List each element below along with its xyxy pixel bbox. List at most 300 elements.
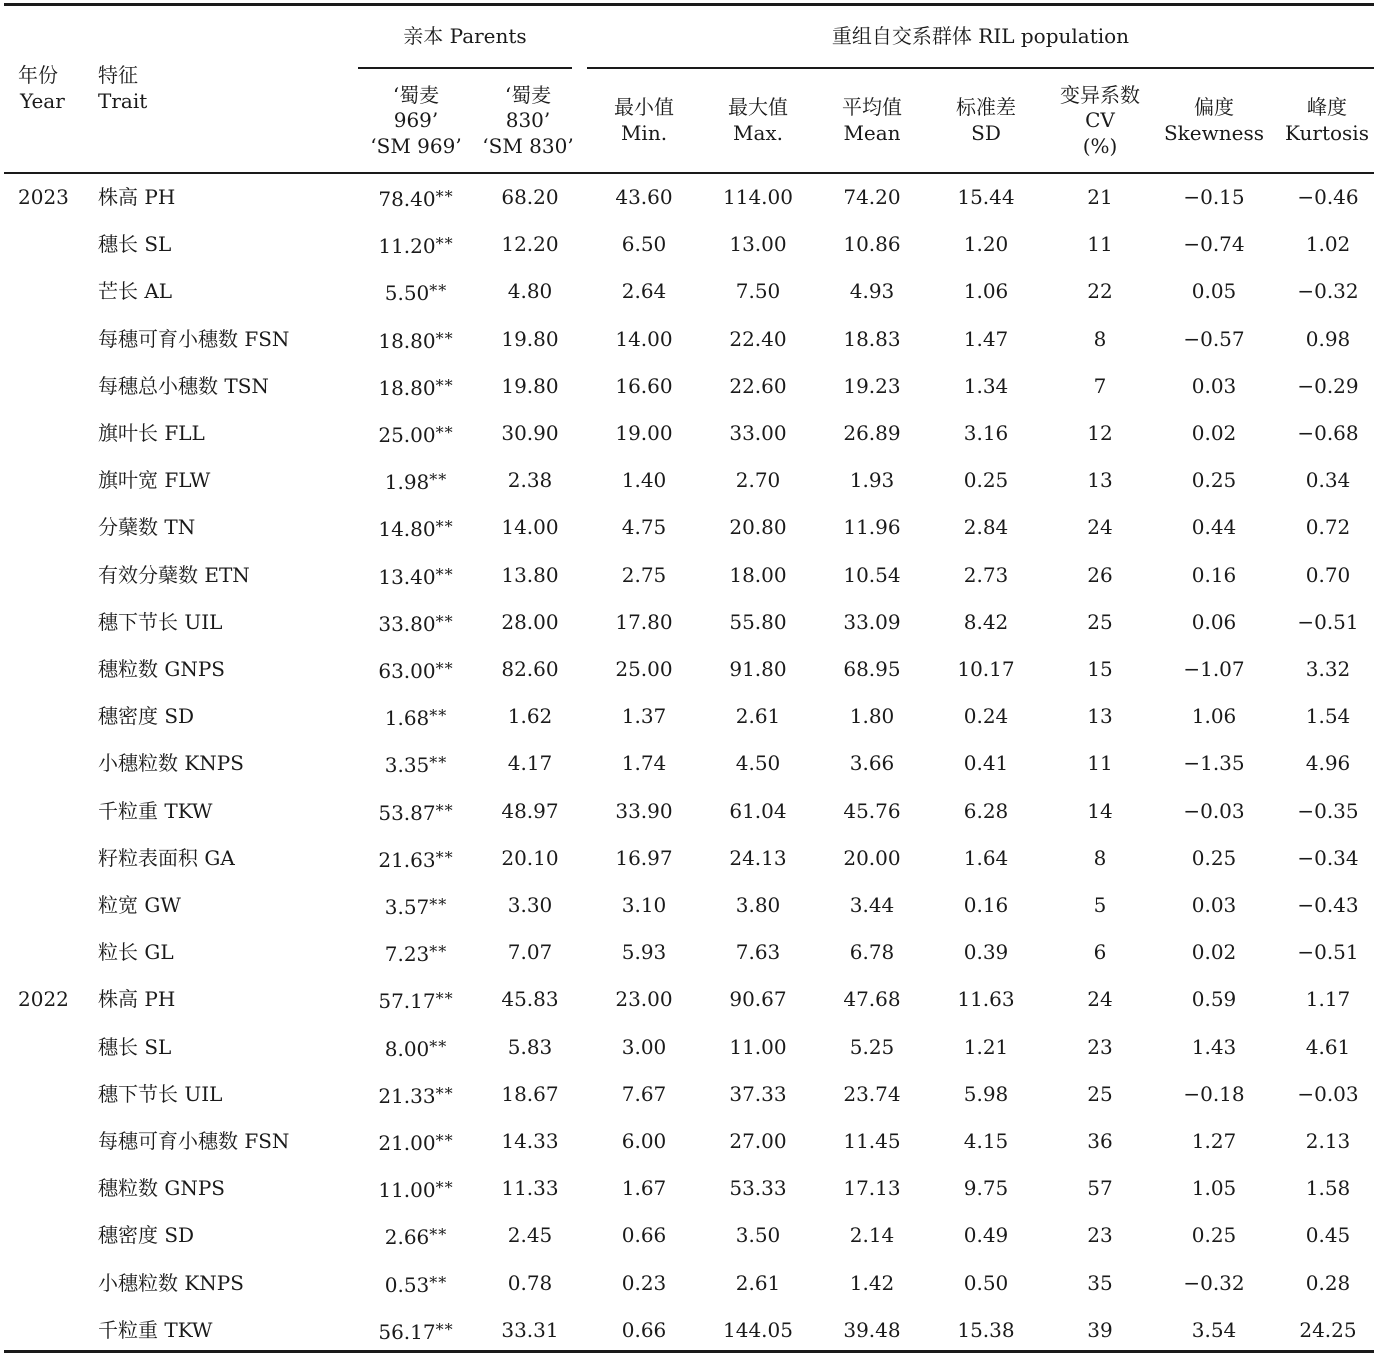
kurtosis-cell bbox=[1278, 232, 1377, 256]
trait-cell-value: 穗下节长 UIL bbox=[98, 609, 223, 634]
parent1-cell-value: 18.80 bbox=[378, 375, 436, 400]
min-header-en: Min. bbox=[620, 121, 668, 145]
trait-cell-value: 芒长 AL bbox=[98, 279, 173, 304]
table-row bbox=[0, 362, 1377, 409]
max-cell bbox=[708, 610, 808, 634]
parent2-cell-value: 68.20 bbox=[501, 185, 559, 209]
parent1-cell bbox=[356, 846, 476, 872]
parent2-cell bbox=[470, 610, 590, 634]
significance-mark: ** bbox=[435, 611, 454, 631]
max-cell-value: 22.40 bbox=[729, 326, 787, 351]
trait-cell bbox=[98, 279, 348, 303]
trait-cell-value: 穗粒数 GNPS bbox=[98, 657, 225, 681]
max-header-en: Max. bbox=[732, 121, 784, 145]
parent2-cell-value: 19.80 bbox=[501, 373, 559, 398]
kurtosis-header-en: Kurtosis bbox=[1285, 121, 1369, 145]
parent2-cell-value: 20.10 bbox=[501, 845, 559, 870]
table-row bbox=[0, 1259, 1377, 1306]
min-cell-value: 19.00 bbox=[615, 421, 673, 445]
parent2-cell bbox=[470, 421, 590, 445]
cv-cell bbox=[1050, 232, 1150, 256]
skewness-cell bbox=[1164, 704, 1264, 728]
parent2-cell bbox=[470, 374, 590, 398]
mean-cell-value: 4.93 bbox=[849, 279, 895, 304]
parent1-cell bbox=[356, 893, 476, 919]
max-cell bbox=[708, 468, 808, 492]
kurtosis-cell bbox=[1278, 327, 1377, 351]
max-cell bbox=[708, 657, 808, 681]
skewness-cell-value: 1.27 bbox=[1191, 1129, 1237, 1153]
min-cell bbox=[594, 421, 694, 445]
parent2-cell bbox=[470, 232, 590, 256]
p2-header-line3: ‘SM 830’ bbox=[482, 134, 574, 158]
parent2-cell bbox=[470, 1035, 590, 1059]
table-row bbox=[0, 1023, 1377, 1070]
min-cell-value: 3.10 bbox=[621, 893, 667, 917]
cv-cell-value: 12 bbox=[1087, 421, 1113, 445]
parent1-cell bbox=[356, 1318, 476, 1344]
significance-mark: ** bbox=[429, 470, 448, 490]
min-cell-value: 14.00 bbox=[615, 326, 673, 351]
sd-cell-value: 1.06 bbox=[963, 279, 1009, 304]
max-cell-value: 55.80 bbox=[729, 609, 787, 634]
sd-cell-value: 9.75 bbox=[963, 1176, 1009, 1201]
kurtosis-cell bbox=[1278, 515, 1377, 539]
kurtosis-cell bbox=[1278, 846, 1377, 870]
skewness-cell-value: −0.18 bbox=[1183, 1081, 1245, 1106]
mean-cell bbox=[822, 751, 922, 775]
sd-cell bbox=[936, 610, 1036, 634]
p2-header-line1: ‘蜀麦 bbox=[504, 83, 552, 107]
table-row bbox=[0, 834, 1377, 881]
kurtosis-cell bbox=[1278, 185, 1377, 209]
trait-cell-value: 旗叶长 FLL bbox=[98, 421, 205, 445]
kurtosis-cell bbox=[1278, 893, 1377, 917]
cv-cell-value: 14 bbox=[1087, 798, 1113, 823]
parent2-cell bbox=[470, 185, 590, 209]
sd-cell bbox=[936, 421, 1036, 445]
kurtosis-cell-value: 24.25 bbox=[1299, 1317, 1357, 1342]
parent2-cell-value: 3.30 bbox=[507, 893, 553, 917]
trait-cell-value: 穗密度 SD bbox=[98, 1223, 195, 1248]
trait-cell-value: 小穗粒数 KNPS bbox=[98, 1270, 244, 1295]
trait-cell bbox=[98, 468, 348, 492]
significance-mark: ** bbox=[429, 1036, 448, 1056]
kurtosis-cell bbox=[1278, 468, 1377, 492]
max-cell bbox=[708, 799, 808, 823]
trait-cell-value: 籽粒表面积 GA bbox=[98, 845, 235, 870]
parent1-cell bbox=[356, 987, 476, 1013]
parent2-cell-value: 2.45 bbox=[507, 1223, 553, 1248]
parent1-cell-value: 11.20 bbox=[378, 234, 436, 259]
trait-cell bbox=[98, 893, 348, 917]
skewness-cell-value: −0.15 bbox=[1183, 185, 1245, 209]
trait-cell bbox=[98, 1176, 348, 1200]
min-cell-value: 0.23 bbox=[621, 1270, 667, 1295]
mean-cell-value: 1.80 bbox=[849, 704, 895, 729]
parent2-cell-value: 30.90 bbox=[501, 421, 559, 445]
parents-group-rule bbox=[358, 67, 572, 69]
trait-cell-value: 粒宽 GW bbox=[98, 893, 181, 917]
cv-cell bbox=[1050, 374, 1150, 398]
trait-cell bbox=[98, 846, 348, 870]
sd-cell-value: 0.16 bbox=[963, 893, 1009, 917]
max-cell bbox=[708, 704, 808, 728]
skewness-cell bbox=[1164, 657, 1264, 681]
kurtosis-cell-value: −0.32 bbox=[1297, 279, 1359, 304]
max-cell-value: 91.80 bbox=[729, 657, 787, 681]
sd-header-en: SD bbox=[971, 121, 1001, 145]
kurtosis-cell bbox=[1278, 751, 1377, 775]
significance-mark: ** bbox=[429, 753, 448, 773]
sd-cell bbox=[936, 1271, 1036, 1295]
cv-cell bbox=[1050, 1223, 1150, 1247]
parent1-cell-value: 57.17 bbox=[378, 989, 436, 1014]
parent1-cell-value: 53.87 bbox=[378, 800, 436, 825]
kurtosis-cell bbox=[1278, 657, 1377, 681]
cv-cell-value: 11 bbox=[1087, 751, 1113, 776]
max-cell bbox=[708, 1271, 808, 1295]
skewness-header-en: Skewness bbox=[1163, 121, 1265, 145]
max-cell bbox=[708, 327, 808, 351]
table-row bbox=[0, 598, 1377, 645]
sd-cell-value: 0.39 bbox=[963, 940, 1009, 965]
table-row bbox=[0, 551, 1377, 598]
parent2-cell bbox=[470, 327, 590, 351]
trait-header-en: Trait bbox=[98, 89, 148, 113]
parent2-cell-value: 33.31 bbox=[501, 1317, 559, 1342]
trait-cell-value: 每穗可育小穗数 FSN bbox=[98, 326, 290, 351]
cv-cell bbox=[1050, 1318, 1150, 1342]
table-row bbox=[0, 692, 1377, 739]
sd-cell bbox=[936, 468, 1036, 492]
cv-cell bbox=[1050, 610, 1150, 634]
max-cell bbox=[708, 940, 808, 964]
parent1-cell bbox=[356, 1271, 476, 1297]
cv-cell bbox=[1050, 799, 1150, 823]
sd-cell-value: 15.38 bbox=[957, 1317, 1015, 1342]
skewness-cell bbox=[1164, 1271, 1264, 1295]
mean-header-en: Mean bbox=[843, 121, 901, 145]
min-cell bbox=[594, 1271, 694, 1295]
kurtosis-cell bbox=[1278, 1223, 1377, 1247]
parent2-cell-value: 48.97 bbox=[501, 798, 559, 823]
skewness-cell bbox=[1164, 563, 1264, 587]
skewness-cell bbox=[1164, 751, 1264, 775]
cv-cell-value: 39 bbox=[1087, 1317, 1113, 1342]
cv-cell bbox=[1050, 1035, 1150, 1059]
skewness-cell-value: −1.35 bbox=[1183, 751, 1245, 776]
sd-cell-value: 1.64 bbox=[963, 845, 1009, 870]
cv-cell-value: 8 bbox=[1093, 845, 1107, 870]
table-row bbox=[0, 503, 1377, 550]
parent1-cell-value: 5.50 bbox=[384, 281, 430, 306]
max-cell bbox=[708, 279, 808, 303]
sd-cell bbox=[936, 327, 1036, 351]
sd-cell bbox=[936, 704, 1036, 728]
skewness-cell bbox=[1164, 232, 1264, 256]
significance-mark: ** bbox=[435, 187, 454, 206]
min-cell-value: 4.75 bbox=[621, 515, 667, 540]
kurtosis-cell-value: −0.29 bbox=[1297, 373, 1359, 398]
max-cell-value: 2.61 bbox=[735, 1270, 781, 1295]
mean-cell-value: 20.00 bbox=[843, 845, 901, 870]
parent1-cell bbox=[356, 940, 476, 966]
parent1-cell-value: 3.57 bbox=[384, 895, 430, 919]
parent1-cell bbox=[356, 657, 476, 683]
parent1-cell-value: 3.35 bbox=[384, 753, 430, 778]
mean-cell-value: 6.78 bbox=[849, 940, 895, 965]
skewness-cell bbox=[1164, 1035, 1264, 1059]
sd-cell-value: 2.73 bbox=[963, 562, 1009, 587]
significance-mark: ** bbox=[429, 895, 448, 914]
max-cell bbox=[708, 563, 808, 587]
max-cell bbox=[708, 987, 808, 1011]
min-cell-value: 1.74 bbox=[621, 751, 667, 776]
min-cell bbox=[594, 987, 694, 1011]
cv-cell-value: 23 bbox=[1087, 1223, 1113, 1248]
max-cell bbox=[708, 893, 808, 917]
sd-cell-value: 0.41 bbox=[963, 751, 1009, 776]
parent2-cell bbox=[470, 515, 590, 539]
max-cell-value: 144.05 bbox=[723, 1317, 793, 1342]
kurtosis-cell-value: −0.51 bbox=[1297, 609, 1359, 634]
kurtosis-cell bbox=[1278, 421, 1377, 445]
min-cell bbox=[594, 563, 694, 587]
cv-cell bbox=[1050, 468, 1150, 492]
sd-cell bbox=[936, 563, 1036, 587]
cv-cell bbox=[1050, 1129, 1150, 1153]
trait-cell-value: 穗密度 SD bbox=[98, 704, 195, 729]
mean-cell bbox=[822, 846, 922, 870]
parent2-cell-value: 4.80 bbox=[507, 279, 553, 304]
skewness-cell bbox=[1164, 893, 1264, 917]
trait-cell bbox=[98, 610, 348, 634]
trait-cell bbox=[98, 987, 348, 1011]
mean-cell-value: 11.96 bbox=[843, 515, 901, 540]
parent1-cell bbox=[356, 1223, 476, 1249]
parent2-cell bbox=[470, 1318, 590, 1342]
ril-group-header: 重组自交系群体 RIL population bbox=[831, 24, 1130, 48]
parent1-cell bbox=[356, 327, 476, 353]
parent2-cell-value: 19.80 bbox=[501, 326, 559, 351]
kurtosis-cell-value: 0.34 bbox=[1305, 468, 1351, 493]
cv-cell bbox=[1050, 751, 1150, 775]
cv-header-en: CV bbox=[1085, 108, 1115, 132]
sd-cell-value: 1.21 bbox=[963, 1034, 1009, 1059]
kurtosis-cell-value: 1.54 bbox=[1305, 704, 1351, 729]
parent1-cell bbox=[356, 232, 476, 258]
min-cell-value: 7.67 bbox=[621, 1081, 667, 1106]
parent1-cell-value: 25.00 bbox=[378, 423, 436, 447]
trait-cell bbox=[98, 421, 348, 445]
skewness-cell bbox=[1164, 987, 1264, 1011]
max-cell-value: 7.50 bbox=[735, 279, 781, 304]
mean-cell bbox=[822, 1318, 922, 1342]
trait-cell bbox=[98, 1318, 348, 1342]
parent2-cell-value: 13.80 bbox=[501, 562, 559, 587]
parent2-cell bbox=[470, 987, 590, 1011]
skewness-cell-value: 1.05 bbox=[1191, 1176, 1237, 1201]
parent1-cell-value: 63.00 bbox=[378, 659, 436, 683]
parent2-cell-value: 1.62 bbox=[507, 704, 553, 729]
skewness-cell-value: −0.03 bbox=[1183, 798, 1245, 823]
sd-cell bbox=[936, 1082, 1036, 1106]
kurtosis-cell-value: 3.32 bbox=[1305, 657, 1351, 681]
mean-cell bbox=[822, 1176, 922, 1200]
mean-cell-value: 1.42 bbox=[849, 1270, 895, 1295]
skewness-cell-value: −0.32 bbox=[1183, 1270, 1245, 1295]
cv-cell-value: 13 bbox=[1087, 704, 1113, 729]
parent1-cell-value: 21.63 bbox=[378, 847, 436, 872]
sd-cell bbox=[936, 515, 1036, 539]
mean-cell-value: 39.48 bbox=[843, 1317, 901, 1342]
max-cell-value: 53.33 bbox=[729, 1176, 787, 1201]
mean-cell-value: 3.44 bbox=[849, 893, 895, 917]
parent2-cell bbox=[470, 1176, 590, 1200]
max-cell bbox=[708, 1129, 808, 1153]
parent2-cell-value: 14.33 bbox=[501, 1129, 559, 1153]
kurtosis-cell bbox=[1278, 1082, 1377, 1106]
max-header-zh: 最大值 bbox=[728, 95, 788, 119]
skewness-cell-value: 0.02 bbox=[1191, 940, 1237, 965]
kurtosis-cell bbox=[1278, 940, 1377, 964]
cv-cell bbox=[1050, 185, 1150, 209]
min-cell-value: 16.60 bbox=[615, 373, 673, 398]
skewness-cell bbox=[1164, 185, 1264, 209]
cv-cell-value: 57 bbox=[1087, 1176, 1113, 1201]
mean-cell-value: 5.25 bbox=[849, 1034, 895, 1059]
year-header-zh: 年份 bbox=[18, 63, 58, 87]
significance-mark: ** bbox=[435, 1083, 454, 1103]
parent2-cell bbox=[470, 657, 590, 681]
skewness-cell-value: 0.25 bbox=[1191, 1223, 1237, 1248]
parent1-cell-value: 18.80 bbox=[378, 328, 436, 353]
max-cell-value: 27.00 bbox=[729, 1129, 787, 1153]
trait-cell bbox=[98, 374, 348, 398]
sd-cell-value: 5.98 bbox=[963, 1081, 1009, 1106]
max-cell-value: 33.00 bbox=[729, 421, 787, 445]
significance-mark: ** bbox=[435, 517, 454, 537]
skewness-cell-value: 0.02 bbox=[1191, 421, 1237, 445]
max-cell-value: 114.00 bbox=[723, 185, 793, 209]
kurtosis-cell-value: 0.70 bbox=[1305, 562, 1351, 587]
parents-group-header: 亲本 Parents bbox=[403, 24, 527, 48]
parent2-cell bbox=[470, 846, 590, 870]
cv-cell-value: 6 bbox=[1093, 940, 1107, 965]
mean-cell-value: 3.66 bbox=[849, 751, 895, 776]
significance-mark: ** bbox=[435, 234, 454, 254]
mean-cell bbox=[822, 1082, 922, 1106]
year-header-en: Year bbox=[20, 89, 65, 113]
mean-cell bbox=[822, 657, 922, 681]
trait-cell-value: 每穗总小穗数 TSN bbox=[98, 373, 269, 398]
mean-cell bbox=[822, 940, 922, 964]
cv-cell bbox=[1050, 1176, 1150, 1200]
skewness-cell-value: −1.07 bbox=[1183, 657, 1245, 681]
parent2-cell-value: 4.17 bbox=[507, 751, 553, 776]
mean-cell bbox=[822, 421, 922, 445]
mean-cell bbox=[822, 799, 922, 823]
table-row bbox=[0, 975, 1377, 1022]
sd-cell bbox=[936, 185, 1036, 209]
sd-cell bbox=[936, 1035, 1036, 1059]
significance-mark: ** bbox=[435, 800, 454, 820]
trait-cell-value: 有效分蘖数 ETN bbox=[98, 562, 250, 587]
cv-cell-value: 24 bbox=[1087, 515, 1113, 540]
mean-cell bbox=[822, 279, 922, 303]
ril-group-rule bbox=[587, 67, 1374, 69]
min-cell bbox=[594, 657, 694, 681]
mean-cell-value: 17.13 bbox=[843, 1176, 901, 1201]
cv-cell-value: 22 bbox=[1087, 279, 1113, 304]
parent2-cell-value: 82.60 bbox=[501, 657, 559, 681]
max-cell bbox=[708, 751, 808, 775]
sd-cell-value: 0.50 bbox=[963, 1270, 1009, 1295]
min-cell-value: 43.60 bbox=[615, 185, 673, 209]
cv-cell bbox=[1050, 893, 1150, 917]
year-cell bbox=[18, 185, 88, 209]
min-cell bbox=[594, 1318, 694, 1342]
sd-cell bbox=[936, 279, 1036, 303]
parent1-cell-value: 78.40 bbox=[378, 187, 436, 211]
cv-cell-value: 7 bbox=[1093, 373, 1107, 398]
max-cell-value: 11.00 bbox=[729, 1034, 787, 1059]
significance-mark: ** bbox=[435, 1178, 454, 1198]
cv-cell bbox=[1050, 940, 1150, 964]
cv-cell-value: 25 bbox=[1087, 609, 1113, 634]
kurtosis-cell bbox=[1278, 1271, 1377, 1295]
parent1-cell-value: 1.98 bbox=[384, 470, 430, 495]
significance-mark: ** bbox=[429, 706, 448, 726]
max-cell-value: 7.63 bbox=[735, 940, 781, 965]
min-cell-value: 1.40 bbox=[621, 468, 667, 493]
significance-mark: ** bbox=[435, 847, 454, 867]
trait-cell-value: 株高 PH bbox=[98, 185, 176, 209]
kurtosis-cell-value: 0.98 bbox=[1305, 326, 1351, 351]
mean-cell-value: 68.95 bbox=[843, 657, 901, 681]
kurtosis-cell bbox=[1278, 1176, 1377, 1200]
skewness-cell-value: −0.74 bbox=[1183, 232, 1245, 257]
cv-cell-value: 11 bbox=[1087, 232, 1113, 257]
parent1-cell-value: 14.80 bbox=[378, 517, 436, 542]
table-row bbox=[0, 220, 1377, 267]
parent1-cell bbox=[356, 468, 476, 494]
kurtosis-cell-value: 4.61 bbox=[1305, 1034, 1351, 1059]
skewness-cell bbox=[1164, 1176, 1264, 1200]
trait-cell-value: 小穗粒数 KNPS bbox=[98, 751, 244, 776]
min-cell bbox=[594, 846, 694, 870]
kurtosis-cell-value: −0.51 bbox=[1297, 940, 1359, 965]
mean-cell bbox=[822, 1271, 922, 1295]
mean-cell bbox=[822, 704, 922, 728]
skewness-cell-value: 0.44 bbox=[1191, 515, 1237, 540]
parent2-cell-value: 12.20 bbox=[501, 232, 559, 257]
min-cell bbox=[594, 515, 694, 539]
parent2-cell-value: 7.07 bbox=[507, 940, 553, 965]
cv-cell-value: 26 bbox=[1087, 562, 1113, 587]
cv-cell bbox=[1050, 657, 1150, 681]
min-cell bbox=[594, 468, 694, 492]
trait-cell-value: 分蘖数 TN bbox=[98, 515, 196, 540]
min-cell bbox=[594, 704, 694, 728]
parent1-cell bbox=[356, 610, 476, 636]
mean-cell-value: 45.76 bbox=[843, 798, 901, 823]
cv-cell bbox=[1050, 704, 1150, 728]
skewness-cell bbox=[1164, 610, 1264, 634]
sd-cell-value: 15.44 bbox=[957, 185, 1015, 209]
mean-cell bbox=[822, 515, 922, 539]
